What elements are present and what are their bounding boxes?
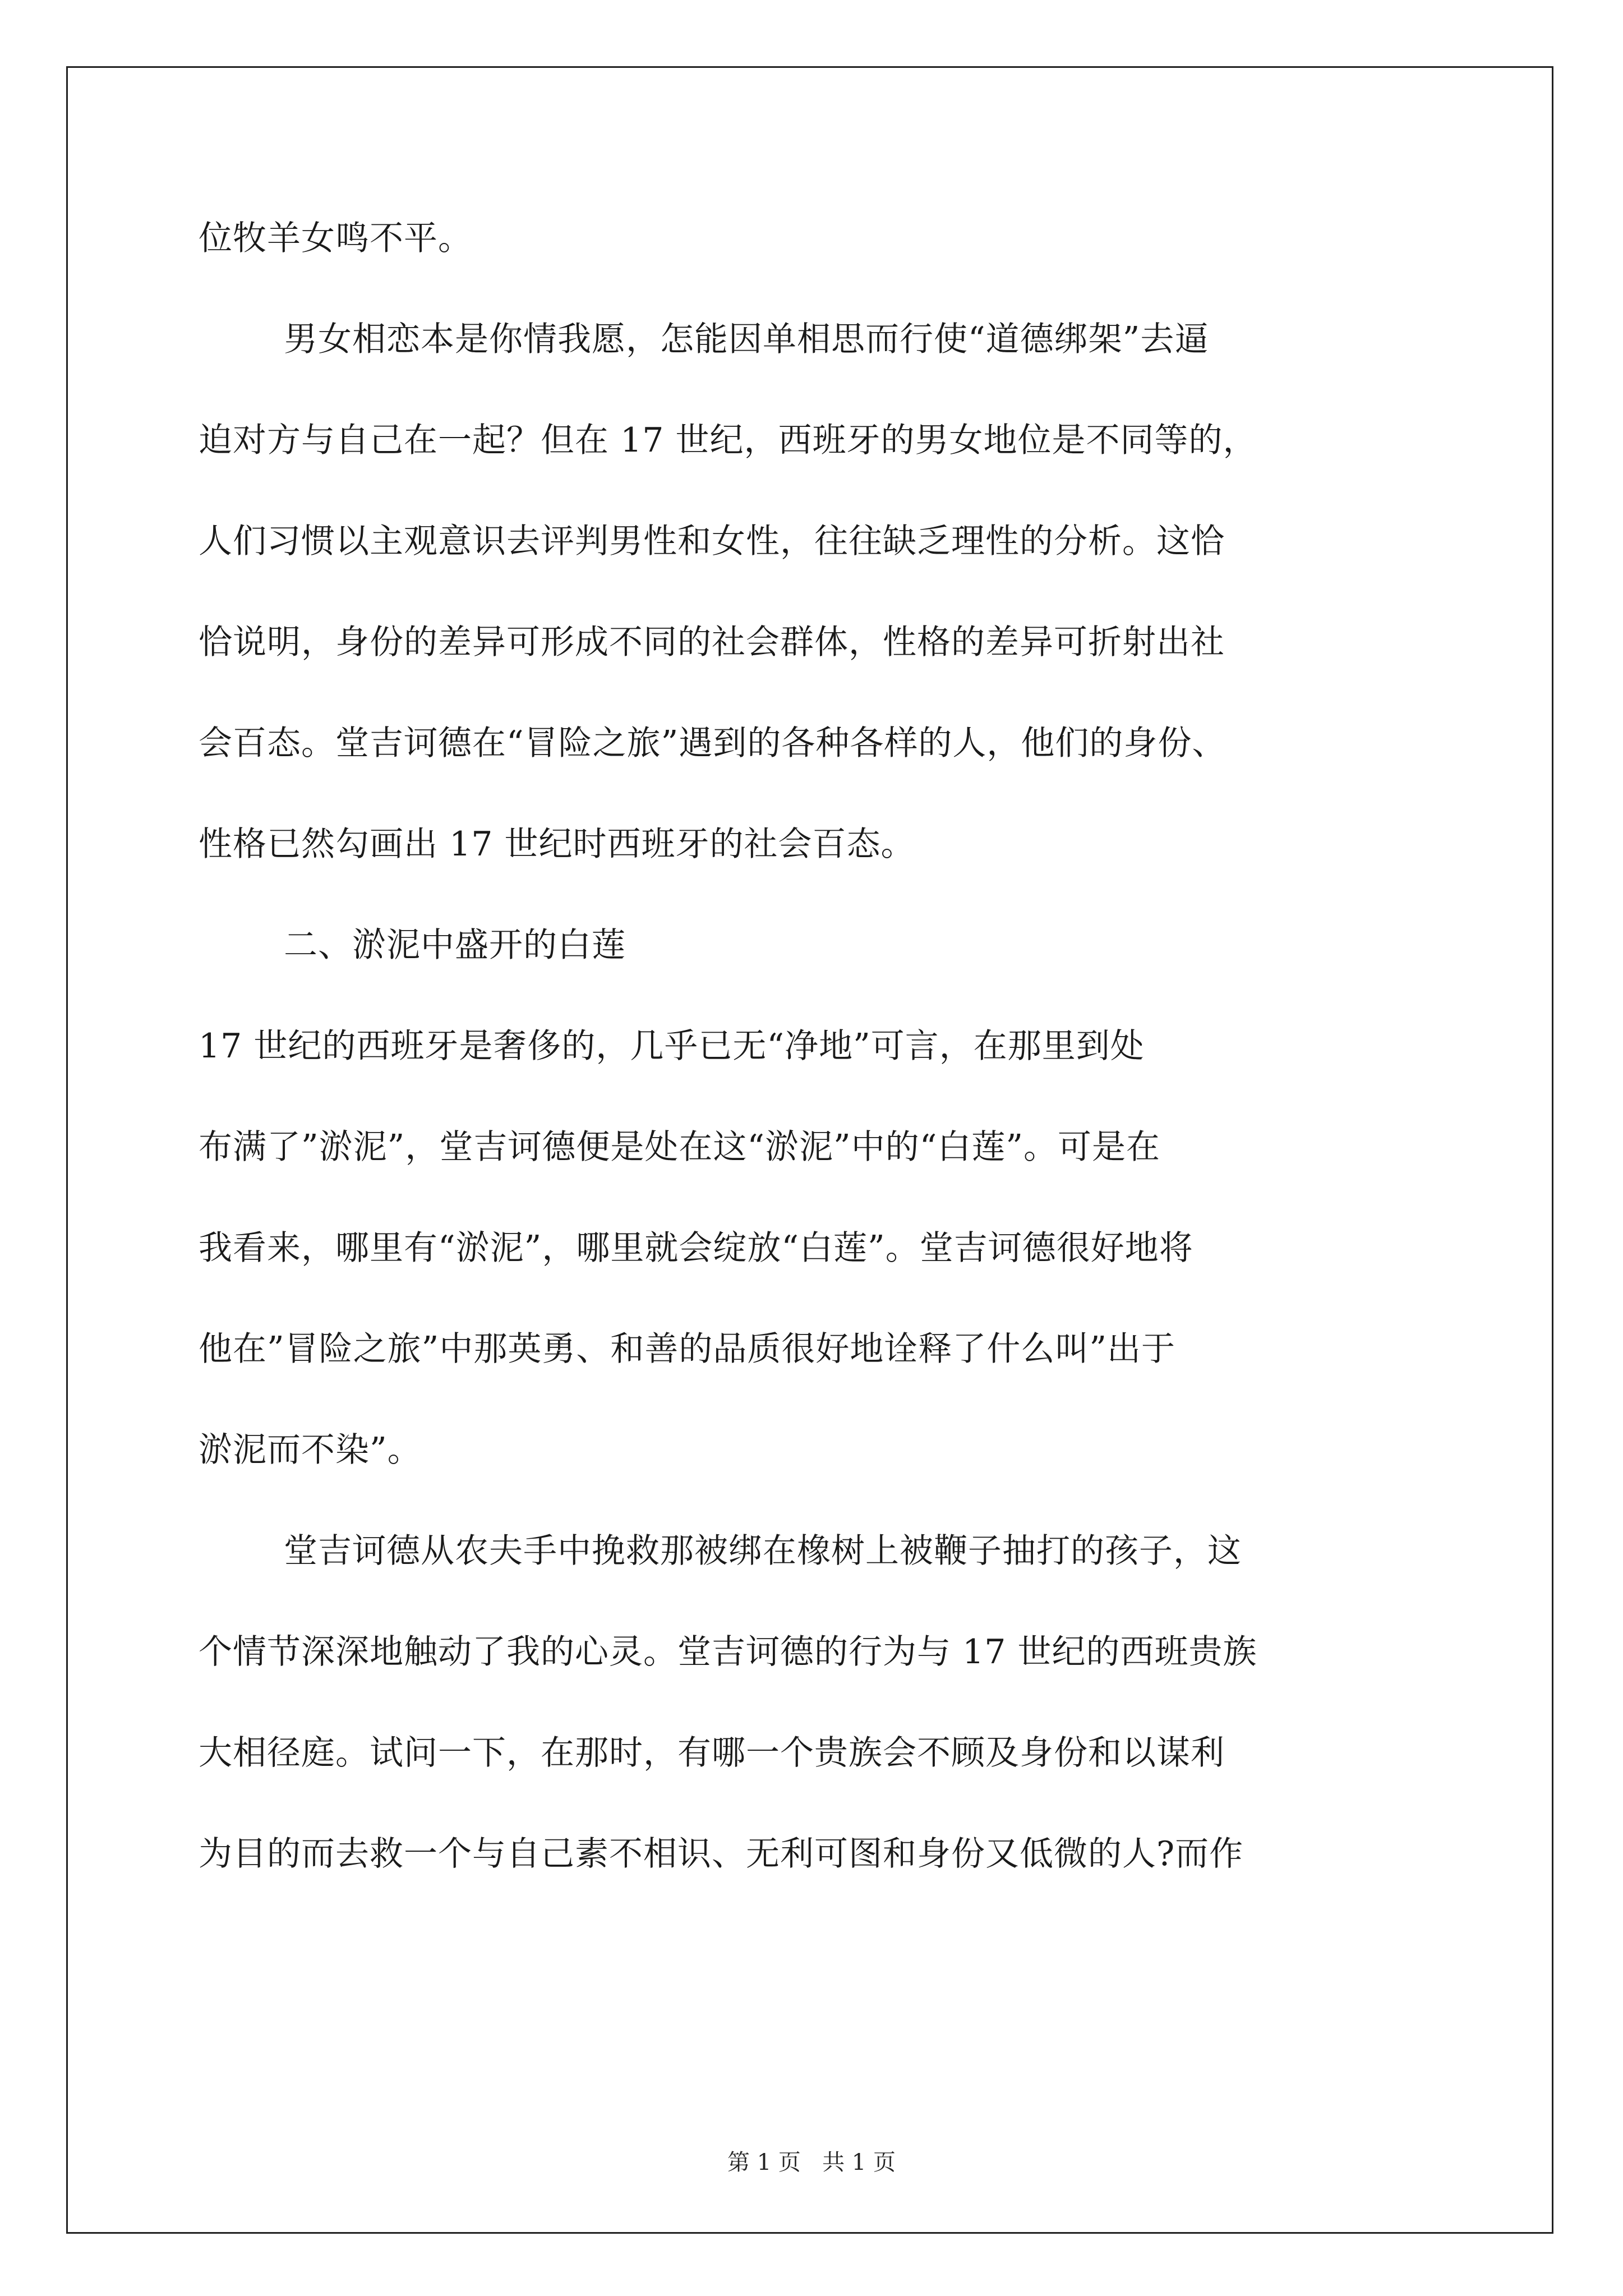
text-line: 个情节深深地触动了我的心灵。堂吉诃德的行为与 17 世纪的西班贵族 (199, 1632, 1257, 1672)
section-heading: 二、淤泥中盛开的白莲 (284, 926, 626, 965)
text-line: 迫对方与自己在一起？但在 17 世纪，西班牙的男女地位是不同等的， (199, 421, 1257, 460)
text-line: 人们习惯以主观意识去评判男性和女性，往往缺乏理性的分析。这恰 (199, 522, 1225, 561)
text-line: 大相径庭。试问一下，在那时，有哪一个贵族会不顾及身份和以谋利 (199, 1733, 1225, 1773)
text-line: 位牧羊女鸣不平。 (199, 219, 472, 258)
text-line: 性格已然勾画出 17 世纪时西班牙的社会百态。 (199, 825, 915, 864)
text-line: 布满了”淤泥”，堂吉诃德便是处在这“淤泥”中的“白莲”。可是在 (199, 1128, 1161, 1167)
text-line: 他在”冒险之旅”中那英勇、和善的品质很好地诠释了什么叫”出于 (199, 1329, 1176, 1369)
paragraph-start-line: 17 世纪的西班牙是奢侈的，几乎已无“净地”可言，在那里到处 (199, 1027, 1145, 1066)
paragraph-start-line: 男女相恋本是你情我愿，怎能因单相思而行使“道德绑架”去逼 (284, 320, 1209, 359)
text-line: 为目的而去救一个与自己素不相识、无利可图和身份又低微的人?而作 (199, 1834, 1244, 1874)
text-line: 会百态。堂吉诃德在“冒险之旅”遇到的各种各样的人，他们的身份、 (199, 724, 1227, 763)
paragraph-start-line: 堂吉诃德从农夫手中挽救那被绑在橡树上被鞭子抽打的孩子，这 (284, 1531, 1242, 1571)
text-line: 恰说明，身份的差异可形成不同的社会群体，性格的差异可折射出社 (199, 623, 1225, 662)
text-line: 淤泥而不染”。 (199, 1430, 422, 1470)
text-line: 我看来，哪里有“淤泥”，哪里就会绽放“白莲”。堂吉诃德很好地将 (199, 1228, 1193, 1268)
page-number-footer: 第 1 页 共 1 页 (727, 2150, 896, 2175)
